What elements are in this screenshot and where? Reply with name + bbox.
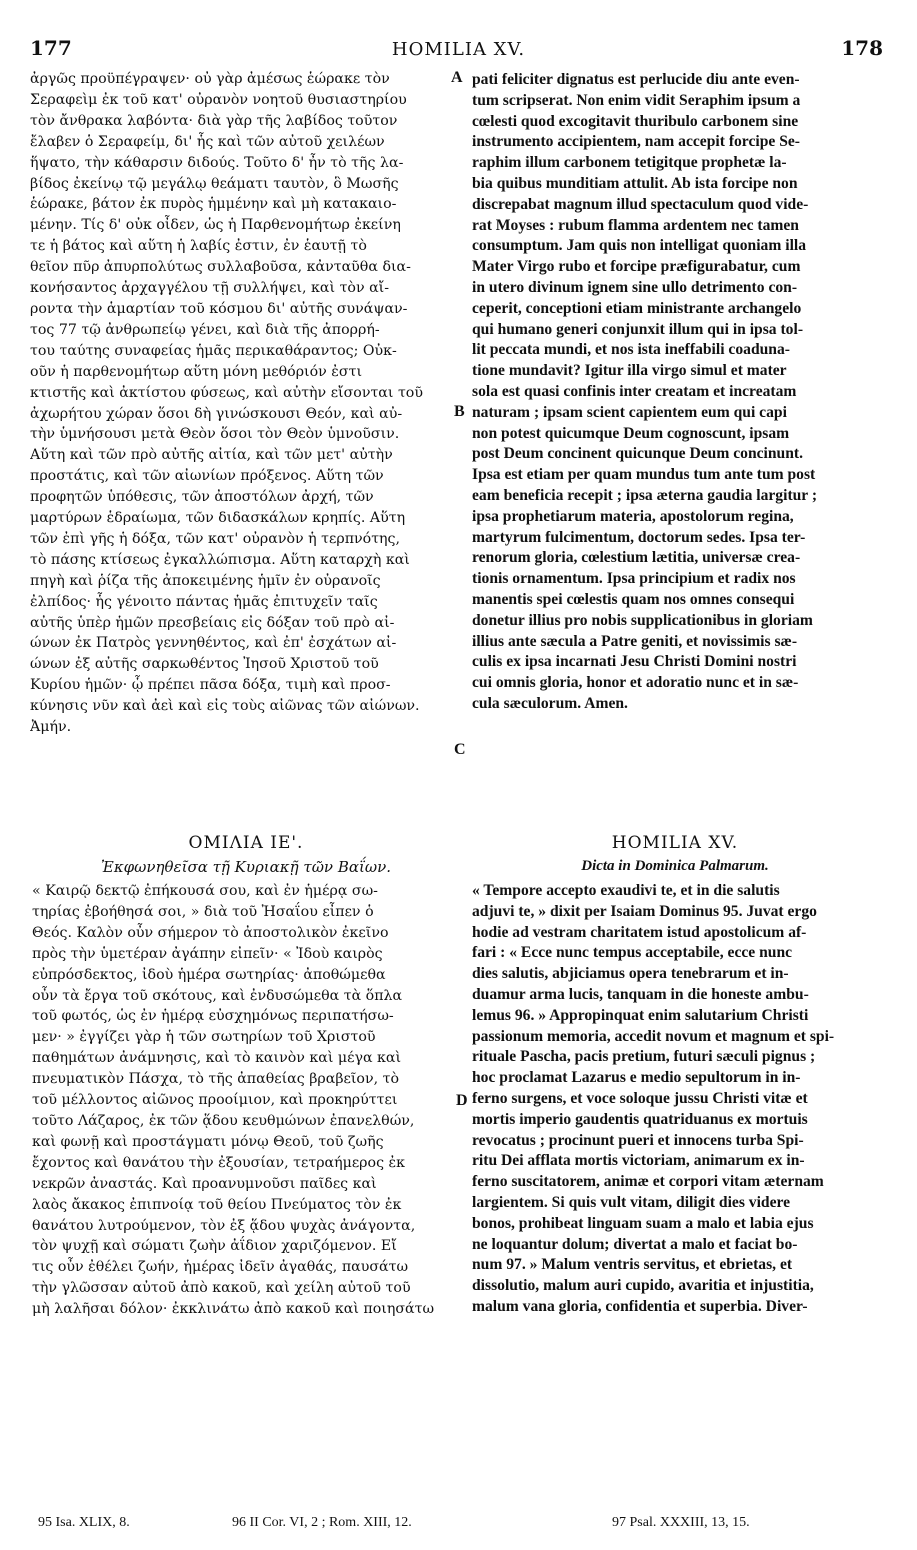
- text-line: non potest quicumque Deum cognoscunt, ipsam: [472, 424, 790, 442]
- footnote-96: 96 II Cor. VI, 2 ; Rom. XIII, 12.: [232, 1515, 412, 1530]
- text-line: sola est quasi confinis inter creatam et increatam: [472, 382, 797, 400]
- text-line: culis ex ipsa incarnati Jesu Christi Domini nostri: [472, 653, 797, 671]
- text-line: in utero divinum ignem sine ullo detrimento con-: [472, 278, 798, 296]
- text-line: passionum memoria, accedit novum et magnum et spi-: [472, 1027, 835, 1045]
- text-line: pati feliciter dignatus est perlucide diu ante even-: [472, 71, 800, 88]
- text-line: post Deum concinent quicunque Deum concinunt.: [472, 445, 803, 463]
- text-line: Mater Virgo rubo et forcipe præfigurabatur, cum: [472, 258, 801, 276]
- text-line: οῦν ἡ παρθενομήτωρ αὕτη μόνη μεθόριόν ἐστι: [30, 363, 363, 380]
- text-line: Θεός. Καλὸν οὖν σήμερον τὸ ἀποστολικὸν ἐκεῖνο: [32, 924, 389, 941]
- text-line: τις οὖν ἐθέλει ζωήν, ἡμέρας ἰδεῖν ἀγαθάς, παυσάτω: [32, 1259, 409, 1276]
- text-line: εὐπρόσδεκτος, ἰδοὺ ἡμέρα σωτηρίας· ἀποθώμεθα: [32, 966, 386, 983]
- text-line: Κυρίου ἡμῶν· ᾧ πρέπει πᾶσα δόξα, τιμὴ καὶ προσ-: [30, 677, 391, 694]
- text-line: discrepabat magnum illud spectaculum quod vide-: [472, 195, 809, 213]
- text-line: μαρτύρων ἑδραίωμα, τῶν διδασκάλων κρηπίς. Αὕτη: [30, 510, 406, 527]
- text-line: hodie ad vestram charitatem istud apostolicum af-: [472, 923, 807, 941]
- text-line: ἐλπίδος· ἧς γένοιτο πάντας ἡμᾶς ἐπιτυχεῖν ταῖς: [30, 593, 378, 610]
- text-line: τῶν ἐπὶ γῆς ἡ δόξα, τῶν κατ' οὐρανὸν ἡ τερπνότης,: [30, 530, 400, 547]
- text-line: lemus 96. » Appropinquat enim salutarium Christi: [472, 1006, 809, 1024]
- text-line: μένην. Τίς δ' οὐκ οἶδεν, ὡς ἡ Παρθενομήτωρ ἐκείνη: [30, 217, 401, 234]
- text-line: ceperit, conceptioni etiam ministrante archangelo: [472, 299, 802, 317]
- text-line: malum vana gloria, confidentia et superbia. Diver-: [472, 1297, 808, 1315]
- text-line: donetur illius pro nobis supplicationibus in gloriam: [472, 611, 813, 629]
- text-line: bia quibus munditiam attulit. Ab ista forcipe non: [472, 174, 798, 192]
- greek-column-bottom: [32, 881, 460, 1320]
- text-line: hoc proclamat Lazarus e medio sepultorum in in-: [472, 1069, 801, 1087]
- text-line: τοῦ μέλλοντος αἰῶνος προοίμιον, καὶ προκηρύττει: [32, 1092, 398, 1109]
- text-line: ἥψατο, τὴν κάθαρσιν διδούς. Τοῦτο δ' ἦν τὸ τῆς λα-: [30, 154, 404, 171]
- text-line: τὸ πάσης κτίσεως ἐγκαλλώπισμα. Αὕτη καταρχὴ καὶ: [30, 551, 410, 568]
- text-line: mortis imperio gaudentis quatriduanus ex mortuis: [472, 1110, 808, 1128]
- text-line: τὴν γλῶσσαν αὐτοῦ ἀπὸ κακοῦ, καὶ χείλη αὐτοῦ τοῦ: [32, 1280, 411, 1297]
- text-line: αὐτῆς ὑπὲρ ἡμῶν πρεσβείαις εἰς δόξαν τοῦ πρὸ αἰ-: [30, 614, 395, 631]
- text-line: Σεραφεὶμ ἐκ τοῦ κατ' οὐρανὸν νοητοῦ θυσιαστηρίου: [30, 91, 407, 108]
- greek-column-top: [30, 69, 460, 738]
- text-line: του ταύτης συναφείας ἡμᾶς περικαθάραντος; Οὐκ-: [30, 342, 397, 359]
- latin-column-bottom: [472, 881, 878, 1318]
- text-line: largientem. Si quis vult vitam, diligit dies videre: [472, 1193, 791, 1211]
- text-line: num 97. » Malum ventris servitus, et ebrietas, et: [472, 1256, 793, 1274]
- text-line: πηγὴ καὶ ῥίζα τῆς ἀποκειμένης ἡμῖν ἐν οὐρανοῖς: [30, 572, 381, 589]
- text-line: λαὸς ἄκακος ἐπιπνοίᾳ τοῦ θείου Πνεύματος τὸν ἐκ: [32, 1196, 402, 1213]
- margin-marker-c: C: [454, 741, 466, 758]
- text-line: dies salutis, abjiciamus opera tenebrarum et in-: [472, 965, 789, 983]
- text-line: dissolutio, malum auri cupido, avaritia et injustitia,: [472, 1277, 814, 1295]
- text-line: προστάτις, καὶ τῶν αἰωνίων πρόξενος. Αὕτη τῶν: [30, 468, 384, 485]
- latin-column-top: [472, 70, 878, 715]
- text-line: cula sæculorum. Amen.: [472, 694, 628, 712]
- text-line: renorum gloria, cœlestium lætitia, universæ crea-: [472, 549, 801, 567]
- text-line: ἔλαβεν ὁ Σεραφείμ, δι' ἧς καὶ τῶν αὐτοῦ χειλέων: [30, 133, 385, 150]
- text-line: ritu Dei afflata mortis victoriam, animarum ex in-: [472, 1152, 805, 1170]
- text-line: « Καιρῷ δεκτῷ ἐπήκουσά σου, καὶ ἐν ἡμέρᾳ σω-: [32, 883, 378, 899]
- text-line: fari : « Ecce nunc tempus acceptabile, ecce nunc: [472, 944, 793, 962]
- text-line: Αὕτη καὶ τῶν πρὸ αὐτῆς αἰτία, καὶ τῶν μετ' αὐτὴν: [30, 447, 393, 464]
- text-line: duamur arma lucis, tanquam in die honeste ambu-: [472, 985, 809, 1003]
- text-line: ἀχωρήτου χώραν ὅσοι δὴ γινώσκουσι Θεόν, καὶ αὐ-: [30, 405, 403, 422]
- text-line: ipsa prophetiarum materia, apostolorum regina,: [472, 507, 794, 525]
- text-line: martyrum fulcimentum, doctorum sedes. Ipsa ter-: [472, 528, 806, 546]
- footnote-95: 95 Isa. XLIX, 8.: [38, 1515, 130, 1530]
- text-line: revocatus ; procinunt pueri et innocens turba Spi-: [472, 1131, 804, 1149]
- text-line: μεν· » ἐγγίζει γὰρ ἡ τῶν σωτηρίων τοῦ Χριστοῦ: [32, 1029, 376, 1046]
- text-line: ἑώρακε, βάτον ἐκ πυρὸς ἡμμένην καὶ μὴ κατακαιο-: [30, 196, 397, 213]
- greek-homily-title: ΟΜΙΛΙΑ ΙΕ'.: [188, 833, 304, 853]
- text-line: ώνων ἐξ αὐτῆς σαρκωθέντος Ἰησοῦ Χριστοῦ τοῦ: [30, 656, 379, 673]
- text-line: ne loquantur dolum; divertat a malo et faciat bo-: [472, 1235, 798, 1253]
- text-line: οὖν τὰ ἔργα τοῦ σκότους, καὶ ἐνδυσώμεθα τὰ ὅπλα: [32, 987, 403, 1004]
- text-line: lit peccata mundi, et nos ista ineffabili coaduna-: [472, 341, 790, 359]
- text-line: θεῖον πῦρ ἀπυρπολύτως συλλαβοῦσα, κἀνταῦθα δια-: [30, 259, 411, 276]
- text-line: « Tempore accepto exaudivi te, et in die salutis: [472, 882, 780, 899]
- text-line: κτιστῆς καὶ ἀκτίστου φύσεως, καὶ αὐτὴν εἴσονται τοῦ: [30, 384, 423, 401]
- text-line: consumptum. Jam quis non intelligat quoniam illa: [472, 237, 807, 255]
- text-line: θανάτου λυτρούμενον, τὸν ἐξ ᾅδου ψυχὰς ἀνάγοντα,: [32, 1217, 416, 1234]
- latin-homily-title: HOMILIA XV.: [611, 833, 739, 853]
- text-line: raphim illum carbonem tetigitque prophetæ la-: [472, 154, 787, 172]
- text-line: τοῦ φωτός, ὡς ἐν ἡμέρᾳ εὐσχημόνως περιπατήσω-: [32, 1008, 394, 1025]
- text-line: ἔχοντος καὶ θανάτου τὴν ἐξουσίαν, τετραήμερος ἐκ: [32, 1154, 406, 1171]
- text-line: illius ante sæcula a Patre geniti, et novissimis sæ-: [472, 632, 798, 650]
- text-line: cœlesti quod excogitavit thuribulo carbonem sine: [472, 112, 799, 130]
- text-line: eam beneficia recepit ; ipsa æterna gaudia largitur ;: [472, 486, 818, 504]
- margin-marker-d: D: [456, 1092, 468, 1109]
- page-number-right: 178: [841, 36, 883, 60]
- text-line: cui omnis gloria, honor et adoratio nunc et in sæ-: [472, 674, 799, 692]
- text-line: μὴ λαλῆσαι δόλον· ἐκκλινάτω ἀπὸ κακοῦ καὶ ποιησάτω: [32, 1301, 435, 1318]
- text-line: rat Moyses : rubum flamma ardentem nec tamen: [472, 216, 799, 234]
- text-line: ferno suscitatorem, animæ et corpori vitam æternam: [472, 1173, 824, 1191]
- text-line: ἀργῶς προϋπέγραψεν· οὐ γὰρ ἀμέσως ἑώρακε τὸν: [30, 71, 390, 87]
- text-line: adjuvi te, » dixit per Isaiam Dominus 95. Juvat ergo: [472, 902, 817, 920]
- text-line: Ἀμήν.: [30, 719, 72, 736]
- text-line: manentis spei cœlestis quam nos omnes consequi: [472, 590, 795, 608]
- text-line: rituale Pascha, pacis pretium, futuri sæculi pignus ;: [472, 1048, 816, 1066]
- footnote-97: 97 Psal. XXXIII, 13, 15.: [612, 1515, 750, 1530]
- text-line: παθημάτων ἀνάμνησις, καὶ τὸ καινὸν καὶ μέγα καὶ: [32, 1050, 402, 1067]
- text-line: τε ἡ βάτος καὶ αὕτη ἡ λαβίς ἐστιν, ἐν ἑαυτῇ τὸ: [30, 238, 367, 255]
- text-line: tione mundavit? Igitur illa virgo simul et mater: [472, 362, 787, 380]
- greek-homily-subtitle: Ἐκφωνηθεῖσα τῇ Κυριακῇ τῶν Βαΐων.: [101, 858, 391, 876]
- text-line: κονήσαντος ἀρχαγγέλου τῇ συλλήψει, καὶ τὸν αἴ-: [30, 280, 390, 297]
- text-line: bonos, prohibeat linguam suam a malo et labia ejus: [472, 1214, 814, 1232]
- text-line: πνευματικὸν Πάσχα, τὸ τῆς ἀπαθείας βραβεῖον, τὸ: [32, 1071, 400, 1088]
- page-number-left: 177: [30, 36, 72, 60]
- running-head: HOMILIA XV.: [391, 39, 526, 60]
- text-line: Ipsa est etiam per quam mundus tum ante tum post: [472, 466, 816, 484]
- text-line: ώνων ἐκ Πατρὸς γεννηθέντος, καὶ ἐπ' ἐσχάτων αἰ-: [30, 635, 397, 652]
- text-line: qui humano generi conjunxit illum qui in ipsa tol-: [472, 320, 804, 338]
- text-line: νεκρῶν ἀναστάς. Καὶ προανυμνοῦσι παῖδες καὶ: [32, 1175, 377, 1192]
- text-line: tionis ornamentum. Ipsa principium et radix nos: [472, 570, 796, 588]
- text-line: τηρίας ἐβοήθησά σοι, » διὰ τοῦ Ἠσαΐου εἶπεν ὁ: [32, 903, 374, 920]
- text-line: ροντα τὴν ἁμαρτίαν τοῦ κόσμου δι' αὐτῆς συνάψαν-: [30, 300, 408, 317]
- text-line: καὶ φωνῇ καὶ προστάγματι μόνῳ Θεοῦ, τοῦ ζωῆς: [32, 1133, 384, 1150]
- text-line: ferno surgens, et voce soloque jussu Christi vitæ et: [472, 1089, 808, 1107]
- text-line: τοῦτο Λάζαρος, ἐκ τῶν ᾅδου κευθμώνων ἐπανελθών,: [32, 1112, 415, 1129]
- text-line: βίδος ἐκείνῳ τῷ μεγάλῳ θεάματι ταυτὸν, ὃ Μωσῆς: [30, 175, 399, 192]
- text-line: tum scripserat. Non enim vidit Seraphim ipsum a: [472, 91, 801, 109]
- text-line: τὴν ὑμνήσουσι μετὰ Θεὸν ὅσοι τὸν Θεὸν ὑμνοῦσιν.: [30, 426, 400, 443]
- latin-homily-subtitle: Dicta in Dominica Palmarum.: [581, 858, 769, 874]
- margin-marker-a: A: [451, 69, 463, 86]
- margin-marker-b: B: [454, 403, 465, 420]
- text-line: πρὸς τὴν ὑμετέραν ἀγάπην εἰπεῖν· « Ἰδοὺ καιρὸς: [32, 945, 383, 962]
- text-line: naturam ; ipsam scient capientem eum qui capi: [472, 403, 787, 421]
- text-line: προφητῶν ὑπόθεσις, τῶν ἀποστόλων ἀρχή, τῶν: [30, 489, 374, 506]
- text-line: instrumento accipientem, nam accepit forcipe Se-: [472, 133, 800, 151]
- text-line: τὸν ψυχῇ καὶ σώματι ζωὴν ἀΐδιον χαριζόμενον. Εἴ: [32, 1238, 397, 1255]
- text-line: τος 77 τῷ ἀνθρωπείῳ γένει, καὶ διὰ τῆς ἀπορρή-: [30, 321, 380, 338]
- text-line: κύνησις νῦν καὶ ἀεὶ καὶ εἰς τοὺς αἰῶνας τῶν αἰώνων.: [30, 698, 420, 715]
- text-line: τὸν ἄνθρακα λαβόντα· διὰ γὰρ τῆς λαβίδος τοῦτον: [30, 112, 398, 129]
